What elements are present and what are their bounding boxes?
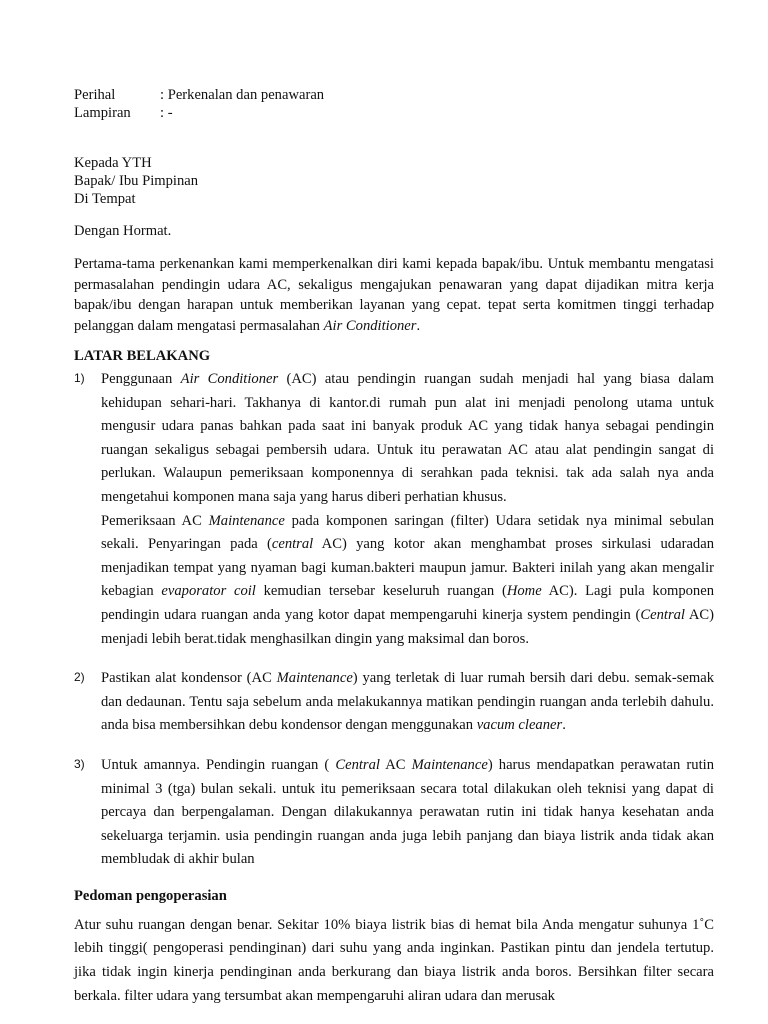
item-3-paragraph bbox=[101, 754, 714, 872]
intro-text: Pertama-tama perkenankan kami memperkenalkan diri kami kepada bapak/ibu. Untuk membantu mengatasi permasalahan pendingin udara AC, sekaligus mengajukan penawaran yang dapat dijadikan mitra kerja bapak/ibu dengan harapan untuk memberikan layanan yang cepat. tepat serta komitmen tinggi terhadap pelanggan dalam mengatasi permasalahan bbox=[74, 256, 714, 334]
italic-run: Air Conditioner bbox=[180, 371, 279, 387]
letter-page bbox=[74, 86, 714, 1008]
text-run: Pastikan alat kondensor (AC bbox=[101, 670, 277, 687]
text-run: (AC) atau pendingin ruangan sudah menjadi hal yang biasa dalam kehidupan sehari-hari. Takhanya di kantor.di rumah pun alat ini menjadi penolong utama untuk mengusir udara panas bahkan pada saat ini banyak produk AC yang tidak hanya sebagai pendingin ruangan sekaligus sebagai pembersih udara. Untuk itu perawatan AC atau alat pendingin sangat di perlukan. Walaupun pemeriksaan komponennya di serahkan pada teknisi. tak ada salah nya anda mengetahui komponen mana saja yang harus diberi perhatian khusus. bbox=[101, 371, 714, 505]
section-heading-pedoman: Pedoman pengoperasian bbox=[74, 887, 227, 904]
text-run: Untuk amannya. Pendingin ruangan ( bbox=[101, 756, 336, 773]
text-run: pada komponen saringan (filter) Udara setidak nya minimal sebulan sekali. Penyaringan pada ( bbox=[101, 512, 714, 553]
section-heading-latar-belakang: LATAR BELAKANG bbox=[74, 348, 211, 364]
list-number-1: 1) bbox=[74, 371, 85, 385]
background-list bbox=[74, 368, 714, 872]
list-item-2 bbox=[74, 667, 714, 738]
list-item-3 bbox=[74, 754, 714, 872]
italic-run: Central bbox=[335, 756, 380, 773]
italic-run: vacum cleaner bbox=[476, 717, 563, 734]
recipient-line-1: Kepada YTH bbox=[74, 155, 152, 171]
text-run: AC bbox=[379, 756, 412, 773]
italic-run: Maintenance bbox=[208, 512, 285, 529]
recipient-block bbox=[74, 154, 714, 208]
text-run: Penggunaan bbox=[101, 371, 181, 387]
list-item-2-body bbox=[101, 667, 714, 738]
text-run: . bbox=[562, 717, 566, 734]
item-1-paragraph-1 bbox=[101, 368, 714, 510]
perihal-label: Perihal bbox=[74, 87, 116, 103]
intro-end: . bbox=[416, 317, 421, 334]
list-item-1-body bbox=[101, 368, 714, 651]
guide-paragraph: Atur suhu ruangan dengan benar. Sekitar 10% biaya listrik bias di hemat bila Anda mengatur suhunya 1˚C lebih tinggi( pengoperasi pendinginan) dari suhu yang anda inginkan. Pastikan pintu dan jendela tertutup. jika tidak ingin kinerja pendinginan anda berkurang dan biaya listrik anda boros. Bersihkan filter secara berkala. filter udara yang tersumbat akan mempengaruhi aliran udara dan merusak bbox=[74, 916, 714, 1004]
italic-run: central bbox=[271, 536, 314, 553]
text-run: ) yang terletak di luar rumah bersih dari debu. semak-semak dan dedaunan. Tentu saja sebelum anda melakukannya matikan pendingin ruangan anda terlebih dahulu. anda bisa membersihkan debu kondensor dengan menggunakan bbox=[101, 670, 714, 734]
perihal-row bbox=[74, 86, 714, 104]
italic-run: Maintenance bbox=[411, 756, 488, 773]
text-run: AC) menjadi lebih berat.tidak menghasilkan dingin yang maksimal dan boros. bbox=[101, 606, 714, 647]
intro-paragraph bbox=[74, 254, 714, 336]
italic-run: Home bbox=[506, 583, 542, 600]
list-number-3: 3) bbox=[74, 756, 85, 771]
lampiran-row bbox=[74, 104, 714, 122]
item-2-paragraph bbox=[101, 667, 714, 738]
greeting: Dengan Hormat. bbox=[74, 223, 172, 239]
recipient-line-3: Di Tempat bbox=[74, 191, 136, 207]
lampiran-label: Lampiran bbox=[74, 105, 131, 121]
list-item-3-body bbox=[101, 754, 714, 872]
list-item-1 bbox=[74, 368, 714, 651]
recipient-line-2: Bapak/ Ibu Pimpinan bbox=[74, 173, 199, 189]
list-number-2: 2) bbox=[74, 670, 85, 685]
italic-run: evaporator coil bbox=[161, 583, 256, 600]
text-run: kemudian tersebar keseluruh ruangan ( bbox=[255, 583, 507, 600]
text-run: ) harus mendapatkan perawatan rutin minimal 3 (tga) bulan sekali. untuk itu pemeriksaan secara total dilakukan oleh teknisi yang dapat di percaya dan berpengalaman. Dengan dilakukannya perawatan rutin ini tidak hanya kesehatan anda sekeluarga terjamin. usia pendingin ruangan anda juga lebih panjang dan biaya listrik anda tidak akan membludak di akhir bulan bbox=[101, 756, 714, 868]
text-run: Pemeriksaan AC bbox=[101, 512, 209, 529]
text-run: AC). Lagi pula komponen pendingin udara ruangan anda yang kotor dapat mempengaruhi kinerja system pendingin ( bbox=[101, 583, 715, 623]
intro-italic: Air Conditioner bbox=[323, 317, 417, 334]
italic-run: Maintenance bbox=[276, 670, 353, 687]
italic-run: Central bbox=[640, 606, 685, 623]
perihal-value: : Perkenalan dan penawaran bbox=[160, 87, 325, 103]
text-run: AC) yang kotor akan menghambat proses sirkulasi udaradan menjadikan tempat yang nyaman bagi kuman.bakteri maupun jamur. Bakteri inilah yang akan mengalir kebagian bbox=[101, 536, 714, 600]
lampiran-value: : - bbox=[160, 105, 173, 121]
item-1-paragraph-2 bbox=[101, 510, 714, 652]
